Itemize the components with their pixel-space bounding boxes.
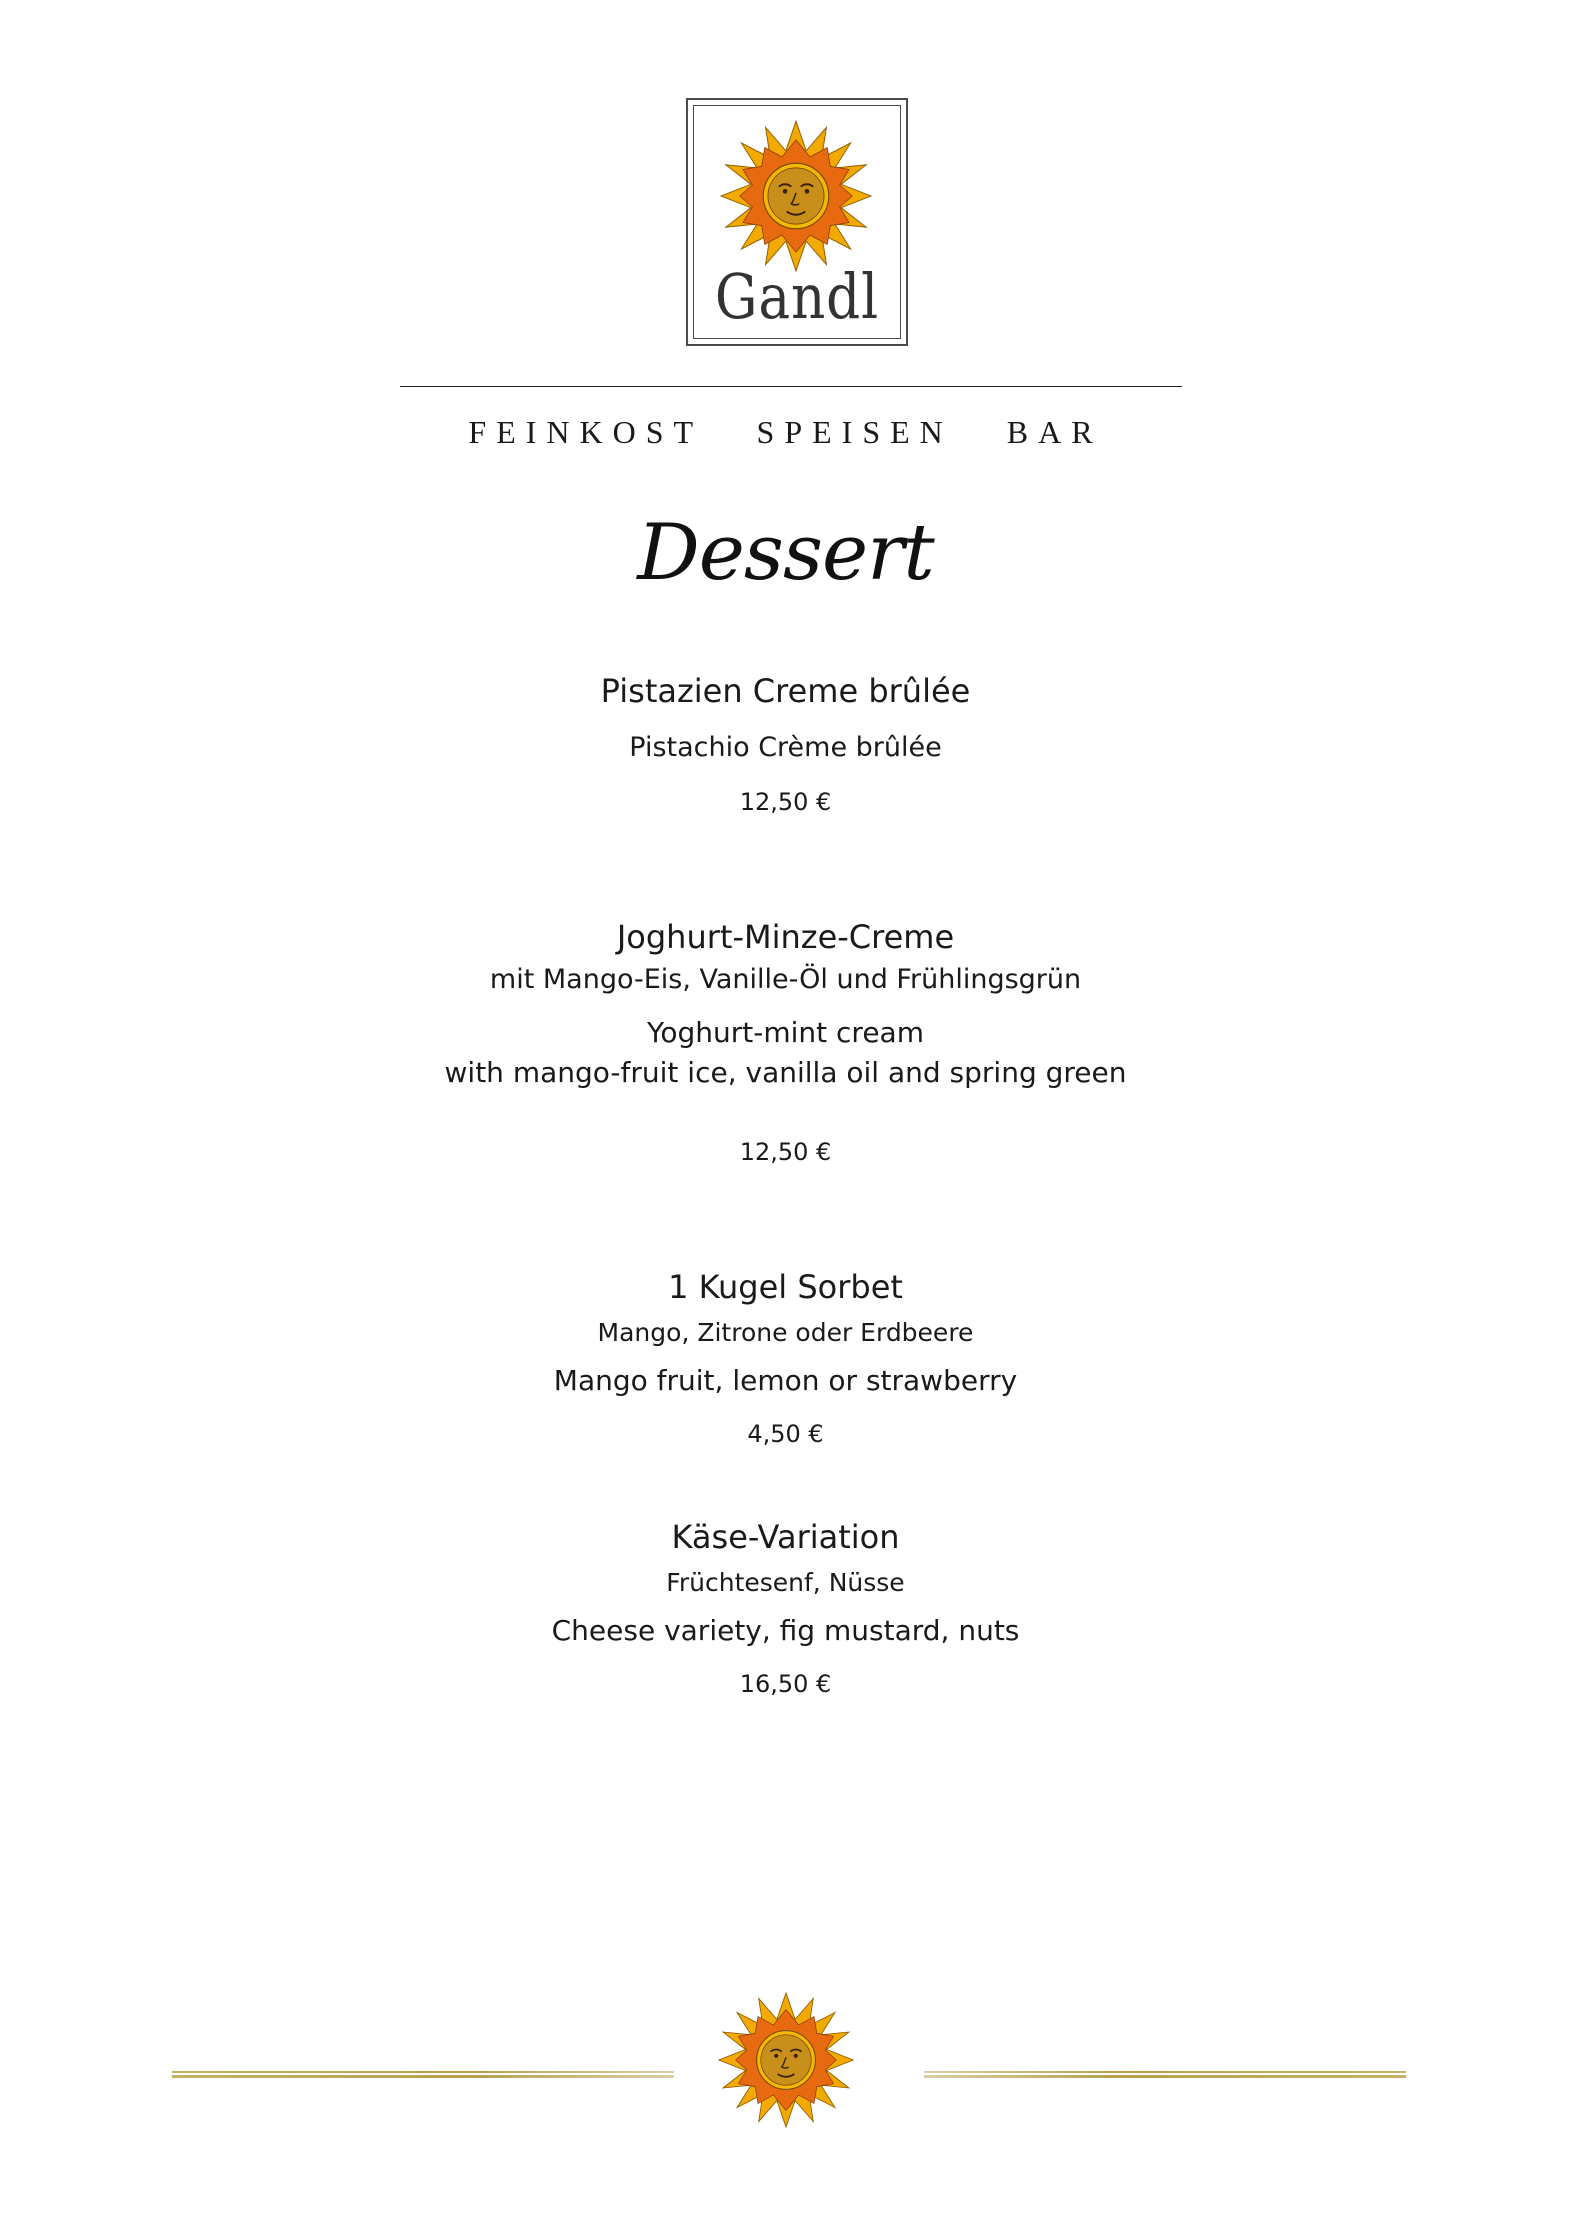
menu-item-name: Käse-Variation [671, 1518, 900, 1556]
menu-item-name-en: Pistachio Crème brûlée [629, 732, 942, 763]
menu-item-price: 4,50 € [747, 1420, 824, 1448]
page-title: Dessert [637, 508, 934, 598]
menu-item-price: 16,50 € [739, 1670, 832, 1698]
menu-item-name-en: Cheese variety, fig mustard, nuts [551, 1614, 1020, 1647]
menu-item-name: Pistazien Creme brûlée [600, 672, 971, 710]
header-divider [400, 386, 1182, 387]
menu-item-subtitle-de: mit Mango-Eis, Vanille-Öl und Frühlingsgrün [489, 964, 1082, 995]
logo-wordmark: Gandl [714, 260, 880, 333]
menu-item-subtitle-de: Früchtesenf, Nüsse [666, 1568, 905, 1597]
logo-frame [686, 98, 908, 346]
menu-item-name: Joghurt-Minze-Creme [616, 918, 955, 956]
menu-item-subtitle-en: with mango-fruit ice, vanilla oil and spring green [444, 1056, 1127, 1089]
menu-item-name-en: Mango fruit, lemon or strawberry [553, 1364, 1018, 1397]
menu-item-price: 12,50 € [739, 788, 832, 816]
menu-item-subtitle-de: Mango, Zitrone oder Erdbeere [597, 1318, 974, 1347]
sun-logo-icon [718, 118, 874, 274]
footer-gold-line-right [924, 2071, 1406, 2078]
sun-ornament-icon [716, 1990, 856, 2130]
footer-gold-line-left [172, 2071, 674, 2078]
tagline: FEINKOST SPEISEN BAR [468, 414, 1103, 450]
menu-item-name-en: Yoghurt-mint cream [646, 1016, 924, 1049]
menu-item-price: 12,50 € [739, 1138, 832, 1166]
menu-item-name: 1 Kugel Sorbet [668, 1268, 903, 1306]
